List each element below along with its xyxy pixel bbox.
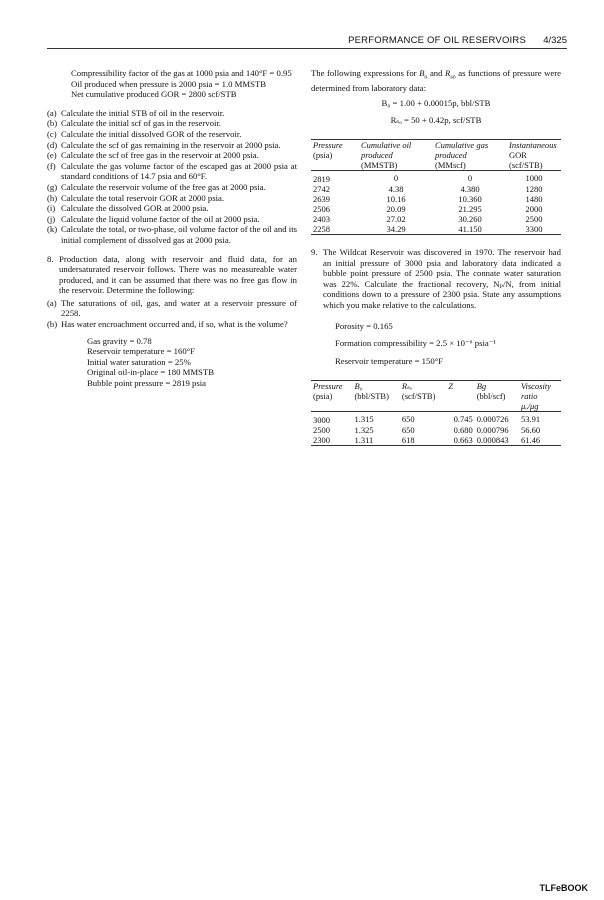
question-list-8 (47, 298, 297, 330)
col-header (446, 391, 475, 401)
question-text: Calculate the gas volume factor of the escaped gas at 2000 psia at standard conditions of 14.7 psia and 60°F. (61, 160, 297, 182)
given-line: Compressibility factor of the gas at 1000 psia and 140°F = 0.95 (71, 68, 292, 78)
table-cell: 1480 (525, 194, 543, 205)
given-line: Initial water saturation = 25% (87, 356, 191, 367)
table-cell: 650 (401, 413, 415, 424)
given-line: Porosity = 0.165 (335, 320, 393, 331)
question-label: (j) (47, 213, 56, 224)
col-header: (MMSTB) (361, 160, 398, 171)
col-header: (scf/STB) (509, 160, 543, 171)
pvt-table (311, 380, 561, 446)
table-cell: 10.360 (458, 194, 482, 205)
col-header: Z (448, 381, 453, 392)
given-line: Reservoir temperature = 150°F (335, 355, 444, 366)
col-header: (bbl/STB) (354, 391, 389, 402)
problem-text: Production data, along with reservoir and fluid data, for an undersaturated reservoir follows. There was no measureable water produced, and it can be assumed that there was no free gas flow in the reservoir. Determine the following: (59, 253, 297, 296)
table-cell: 10.16 (386, 194, 406, 205)
header-rule (47, 48, 567, 49)
symbol-sub: so (450, 74, 456, 81)
question-text: Calculate the scf of gas remaining in the reservoir at 2000 psia. (61, 139, 281, 150)
given-line: Oil produced when pressure is 2000 psia = 1.0 MMSTB (71, 78, 267, 89)
table-cell: 2506 (313, 204, 330, 215)
col-header: Pressure (313, 381, 343, 392)
question-text: The saturations of oil, gas, and water at a reservoir pressure of 2258. (61, 297, 297, 319)
table-cell: 2639 (313, 194, 330, 205)
table-cell: 2000 (525, 204, 543, 215)
question-label: (a) (47, 297, 57, 308)
question-label: (b) (47, 319, 58, 330)
table-cell: 618 (401, 435, 415, 446)
table-cell: 2500 (525, 214, 543, 225)
col-header: Cumulative gas (435, 140, 489, 151)
intro-text: as functions of pressure were determined from laboratory data: (311, 68, 561, 94)
question-label: (f) (47, 160, 56, 171)
intro-text: and (427, 68, 446, 78)
given-line: Reservoir temperature = 160°F (87, 346, 196, 357)
table-cell: 0 (467, 172, 473, 183)
question-text: Calculate the initial dissolved GOR of the reservoir. (61, 128, 242, 139)
question-label: (i) (47, 203, 56, 214)
page-header (0, 35, 604, 49)
problem-8 (47, 254, 297, 296)
production-table (311, 139, 561, 235)
col-header: (bbl/scf) (476, 391, 506, 402)
col-header: produced (435, 150, 467, 161)
problem-text: The Wildcat Reservoir was discovered in 1970. The reservoir had an initial pressure of 3000 psia and laboratory data indicated a bubble point pressure of 2500 psia. The connate water saturation was 22%. Calculate the fractional recovery, Nₚ/N, from initial conditions down to a pressure of 2300 psia. State any assumptions which you make relative to the calculations. (323, 247, 561, 311)
table-cell: 21.295 (458, 204, 482, 215)
question-text: Calculate the reservoir volume of the free gas at 2000 psia. (61, 181, 266, 192)
table-cell: 2742 (313, 184, 330, 195)
table-cell: 3300 (525, 224, 543, 235)
table-row (311, 435, 561, 446)
table-row (311, 425, 561, 435)
question-text: Has water encroachment occurred and, if so, what is the volume? (61, 319, 288, 330)
symbol-rso: R (445, 68, 451, 78)
question-text: Calculate the initial STB of oil in the reservoir. (61, 107, 225, 118)
question-label: (d) (47, 139, 58, 150)
question-text: Calculate the scf of free gas in the reservoir at 2000 psia. (61, 150, 259, 161)
question-text: Calculate the liquid volume factor of the oil at 2000 psia. (61, 213, 260, 224)
problem-number: 9. (311, 247, 318, 258)
col-header: B₀ (354, 381, 363, 392)
table-row (311, 214, 561, 224)
symbol-bo: B (419, 68, 425, 78)
running-title: PERFORMANCE OF OIL RESERVOIRS (348, 35, 526, 46)
table-cell: 30.260 (458, 214, 482, 225)
table-cell: 20.09 (386, 204, 406, 215)
question-label: (e) (47, 150, 57, 161)
col-header: produced (361, 150, 393, 161)
table-cell: 1.311 (354, 435, 374, 446)
page-number: 4/325 (543, 35, 567, 46)
table-cell: 56.60 (520, 425, 541, 436)
table-cell: 2500 (313, 425, 330, 436)
given-line: Net cumulative produced GOR = 2800 scf/STB (71, 89, 237, 100)
footer-watermark: TLFeBOOK (539, 883, 588, 893)
given-line: Original oil-in-place = 180 MMSTB (87, 367, 214, 378)
table-row (311, 412, 561, 426)
col-header: Rₛₒ (401, 381, 413, 392)
equation-rso: Rₛₒ = 50 + 0.42p, scf/STB (390, 114, 482, 125)
table-cell: 1.315 (354, 413, 374, 424)
equation-bo: B₀ = 1.00 + 0.00015p, bbl/STB (381, 97, 491, 108)
col-header: (psia) (313, 391, 333, 402)
col-header: Cumulative oil (361, 140, 412, 151)
question-text: Calculate the dissolved GOR at 2000 psia. (61, 203, 209, 214)
question-label: (g) (47, 181, 58, 192)
intro-text: The following expressions for (311, 68, 420, 78)
problem-number: 8. (47, 253, 54, 264)
table-cell: 34.29 (386, 224, 406, 235)
symbol-sub: o (424, 74, 428, 81)
question-list-7 (47, 108, 297, 246)
table-cell: 3000 (313, 415, 330, 426)
left-column (47, 68, 297, 389)
col-header: (MMscf) (435, 160, 466, 171)
table-row (311, 224, 561, 235)
given-line: Bubble point pressure = 2819 psia (87, 378, 207, 389)
table-cell: 27.02 (386, 214, 406, 225)
table-cell: 0 (393, 172, 399, 183)
table-row (311, 184, 561, 194)
table-cell: 0.000726 (476, 413, 509, 424)
table-row (311, 171, 561, 185)
table-cell: 1000 (525, 172, 543, 183)
viscosity-ratio-symbol: μₒ/μg (520, 401, 539, 412)
col-header: Bg (476, 381, 487, 392)
table-cell: 4.380 (460, 184, 480, 195)
given-data-8 (47, 336, 297, 389)
table-cell: 1280 (525, 184, 543, 195)
given-line: Gas gravity = 0.78 (87, 335, 152, 346)
right-column (311, 68, 561, 446)
table-cell: 1.325 (354, 425, 374, 436)
table-cell: 2819 (313, 174, 330, 185)
table-cell: 53.91 (520, 413, 541, 424)
table-cell: 0.663 (453, 435, 473, 446)
col-header: ratio (520, 391, 538, 402)
col-header: (psia) (313, 150, 333, 161)
col-header: Viscosity (520, 381, 552, 392)
col-header: Instantaneous (509, 140, 557, 151)
question-label: (a) (47, 107, 57, 118)
col-header: GOR (509, 150, 527, 161)
question-text: Calculate the initial scf of gas in the reservoir. (61, 118, 221, 129)
table-cell: 4.38 (388, 184, 404, 195)
table-cell: 0.000796 (476, 425, 509, 436)
col-header (311, 160, 359, 171)
table-row (311, 204, 561, 214)
question-label: (h) (47, 192, 58, 203)
question-text: Calculate the total, or two-phase, oil volume factor of the oil and its initial complement of dissolved gas at 2000 psia. (61, 224, 297, 245)
table-cell: 2258 (313, 224, 330, 235)
table-cell: 650 (401, 425, 415, 436)
table-cell: 41.150 (458, 224, 482, 235)
problem-9 (311, 247, 561, 311)
table-cell: 2300 (313, 435, 330, 446)
table-row (311, 194, 561, 204)
table-cell: 2403 (313, 214, 330, 225)
table-cell: 0.000843 (476, 435, 509, 446)
given-line: Formation compressibility = 2.5 × 10⁻⁶ psia⁻¹ (335, 338, 496, 349)
intro-paragraph (311, 68, 561, 94)
question-label: (c) (47, 128, 57, 139)
question-label: (k) (47, 224, 58, 235)
table-cell: 0.745 (453, 413, 473, 424)
col-header: (scf/STB) (401, 391, 436, 402)
table-cell: 61.46 (520, 435, 541, 446)
given-data-9 (311, 321, 561, 367)
col-header: Pressure (313, 140, 343, 151)
given-data-7 (47, 68, 297, 100)
question-label: (b) (47, 118, 58, 129)
table-cell: 0.680 (453, 425, 473, 436)
question-text: Calculate the total reservoir GOR at 2000 psia. (61, 192, 225, 203)
